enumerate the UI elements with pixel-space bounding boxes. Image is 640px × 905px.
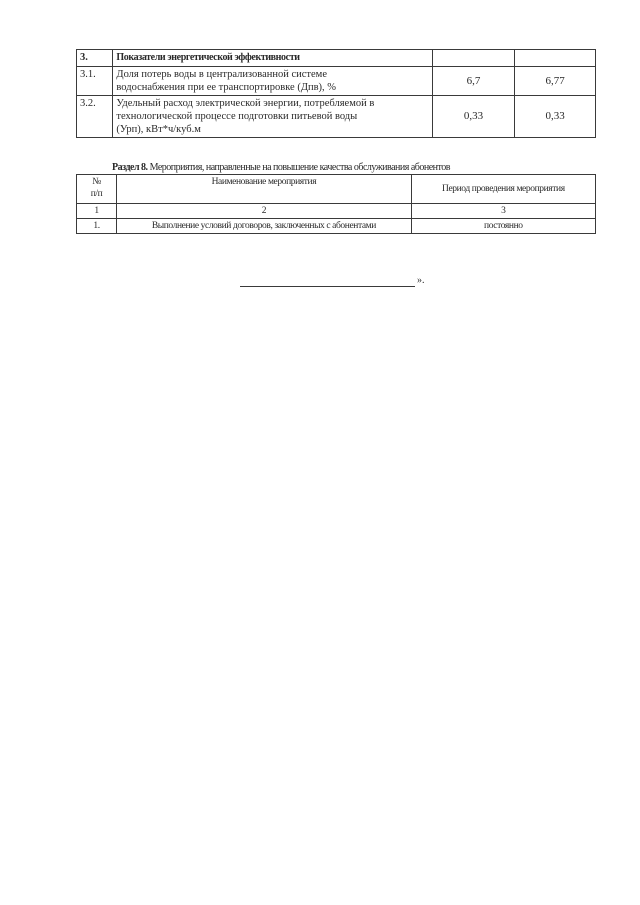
header-name: Наименование мероприятия [117, 175, 412, 204]
row-number: 3.2. [77, 96, 113, 138]
table-row [77, 219, 596, 234]
row-number: 3.1. [77, 67, 113, 96]
indicator-name: Удельный расход электрической энергии, потребляемой в технологической процессе подготовки питьевой воды (Урп), кВт*ч/куб.м [113, 96, 432, 138]
section-label: Раздел 8. [112, 162, 148, 173]
column-number-row: 1 2 3 [77, 204, 596, 219]
header-period: Период проведения мероприятия [411, 175, 595, 204]
indicator-value: 0,33 [432, 96, 515, 138]
table-header-row [77, 175, 596, 204]
indicator-value: 0,33 [515, 96, 596, 138]
indicator-value: 6,77 [515, 67, 596, 96]
indicator-value: 6,7 [432, 67, 515, 96]
section-8-title [112, 162, 450, 173]
signature-line [240, 276, 415, 287]
indicator-name: Доля потерь воды в централизованной системе водоснабжения при ее транспортировке (Дпв), % [113, 67, 432, 96]
measures-table [76, 174, 596, 234]
measure-period: постоянно [411, 219, 595, 234]
table-row [77, 50, 596, 67]
row-number: 1. [77, 219, 117, 234]
measure-name: Выполнение условий договоров, заключенных с абонентами [117, 219, 412, 234]
efficiency-indicators-table [76, 49, 596, 138]
table-row [77, 67, 596, 96]
table-row [77, 96, 596, 138]
section-title-text: Мероприятия, направленные на повышение качества обслуживания абонентов [149, 162, 450, 173]
closing-quote: ». [417, 275, 425, 286]
section-number: 3. [77, 50, 113, 67]
section-heading: Показатели энергетической эффективности [113, 50, 432, 67]
header-num: № п/п [77, 175, 117, 204]
